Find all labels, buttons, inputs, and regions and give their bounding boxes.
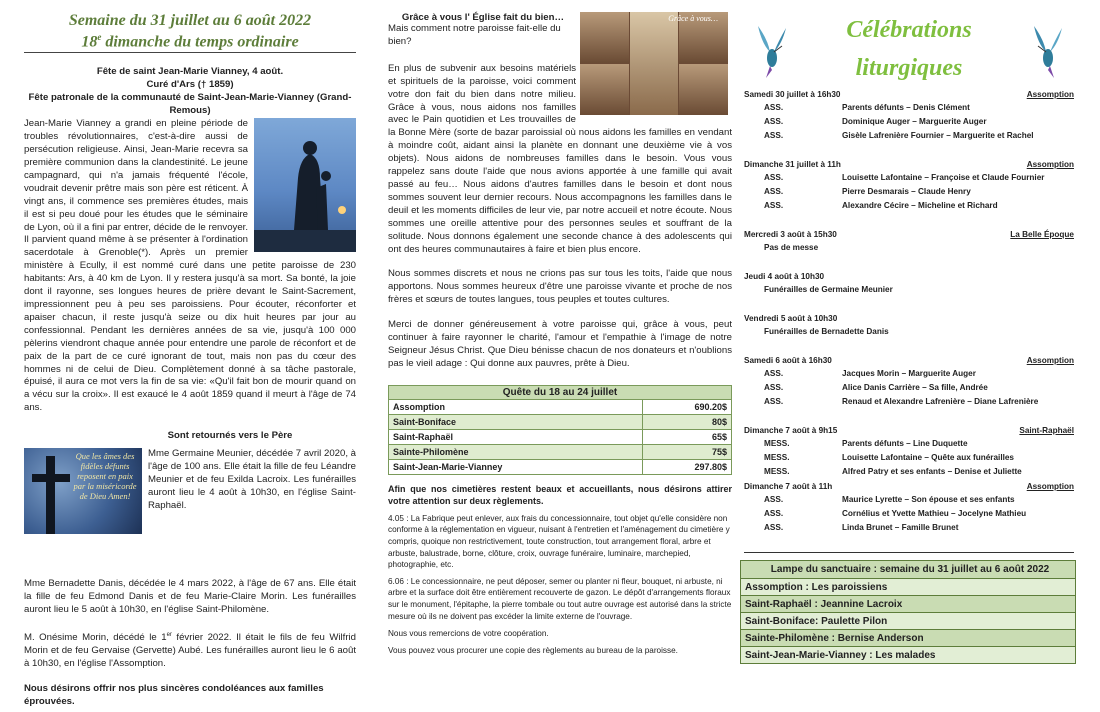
mass-church-code: ASS.	[764, 509, 784, 518]
table-row	[389, 414, 732, 429]
feast-block	[24, 65, 356, 117]
mass-date-row	[744, 160, 1074, 173]
mass-intention: Alfred Patry et ses enfants – Denise et Juliette	[842, 467, 1022, 476]
mass-intention-row	[744, 117, 1074, 131]
collection-amount: 75$	[643, 444, 732, 459]
bio-block	[24, 118, 356, 415]
church-photo-collage	[580, 12, 728, 115]
mass-intention-row	[744, 201, 1074, 215]
mass-intention-row	[744, 523, 1074, 537]
celebrations-subtitle: liturgiques	[855, 55, 963, 81]
deaths-title: Sont retournés vers le Père	[167, 430, 293, 442]
sunday-number: 18	[81, 33, 98, 51]
mass-date: Jeudi 4 août à 10h30	[744, 272, 825, 281]
death-1-text: Mme Germaine Meunier, décédée 7 avril 2020, à l'âge de 100 ans. Elle était la fille de feu Léandre Meunier et de feu Exilda Lacroix. Les funérailles auront lieu le 4 août à 10h30, en l'église Saint-Raphaël.	[148, 448, 356, 511]
church-photo-3	[580, 64, 629, 115]
mass-block	[744, 314, 1074, 341]
mass-block	[744, 272, 1074, 299]
mass-block	[744, 160, 1074, 215]
mass-church-code: ASS.	[764, 495, 784, 504]
cemetery-rule-606: 6.06 : Le concessionnaire, ne peut déposer, semer ou planter ni fleur, bouquet, ni arbuste, ni arbre et la surface doit être entièrement recouverte de gazon. Le dépôt d'arrangements floraux sur le monument, l'épitaphe, la pierre tombale ou tout autre ouvrage est autorisé dans la stricte mesure où ils ne doivent pas excéder la limite externe de l'ouvrage.	[388, 576, 732, 621]
good-deeds-title: Grâce à vous l' Église fait du bien…	[401, 12, 565, 23]
mass-intention-row	[744, 173, 1074, 187]
mass-date: Samedi 30 juillet à 16h30	[744, 90, 841, 99]
collection-table	[388, 385, 732, 475]
mass-intention-row	[744, 285, 1074, 299]
mass-intention	[889, 327, 1074, 341]
good-deeds-paragraph-3: Merci de donner généreusement à votre paroisse qui, grâce à vous, peut continuer à faire rayonner le charité, l'amour et l'empathie à l'image de notre Seigneur Jésus Christ. Que Dieu bénisse chacun de nos donateurs et n'oublions pas le vieil adage : Qui donne aux pauvres, prête à Dieu.	[388, 319, 732, 369]
mass-intention: Parents défunts – Line Duquette	[842, 439, 968, 448]
table-row	[389, 429, 732, 444]
mass-church-code: ASS.	[764, 383, 784, 392]
mass-intention: Parents défunts – Denis Clément	[842, 103, 970, 112]
feast-line-1: Fête de saint Jean-Marie Vianney, 4 août.	[96, 66, 284, 78]
death-3-text	[24, 629, 356, 671]
mass-intention: Cornélius et Yvette Mathieu – Jocelyne Mathieu	[842, 509, 1027, 518]
lamp-title: Lampe du sanctuaire : semaine du 31 juillet au 6 août 2022	[741, 561, 1075, 578]
collection-title: Quête du 18 au 24 juillet	[389, 385, 732, 399]
mass-church-code: ASS.	[764, 523, 784, 532]
mass-date: Vendredi 5 août à 10h30	[744, 314, 838, 323]
mass-church-code: ASS.	[764, 117, 784, 126]
collection-amount: 65$	[643, 429, 732, 444]
church-photo-caption: Grâce à vous…	[668, 14, 718, 23]
mass-intention-row	[744, 327, 1074, 341]
mass-intention-row	[744, 243, 1074, 257]
mass-intention	[818, 243, 1074, 257]
death-1-block	[24, 448, 356, 513]
mass-block	[744, 90, 1074, 145]
death-3-sup: er	[166, 631, 172, 638]
cemetery-thanks: Nous vous remercions de votre coopération.	[388, 629, 549, 639]
cemetery-title: Afin que nos cimetières restent beaux et accueillants, nous désirons attirer votre attention sur deux règlements.	[388, 483, 732, 506]
mass-church-code: Pas de messe	[764, 243, 819, 252]
death-3-part-a: M. Onésime Morin, décédé le 1	[24, 632, 167, 644]
mass-intention: Louisette Lafontaine – Quête aux funérailles	[842, 453, 1014, 462]
cemetery-rule-405: 4.05 : La Fabrique peut enlever, aux frais du concessionnaire, tout objet qu'elle considère non conforme à la réglementation en vigueur, nuisant à l'entretien et l'aménagement du cimetière y compris, quoique non restrictivement, toute construction, tout arrangement floral, arbre et arbuste, balustrade, borne, clôture, croix, ouvrage funéraire, luminaire, marchepied, photographie, etc.	[388, 513, 730, 570]
mass-intention	[893, 285, 1074, 299]
cross-image	[24, 448, 142, 534]
feast-line-2: Curé d'Ars († 1859)	[146, 79, 234, 91]
week-header	[24, 12, 356, 50]
cemetery-copy: Vous pouvez vous procurer une copie des règlements au bureau de la paroisse.	[388, 645, 678, 655]
sanctuary-lamp-table	[740, 560, 1076, 664]
mass-intention-row	[744, 369, 1074, 383]
mass-date-row	[744, 90, 1074, 103]
lamp-row: Assomption : Les paroissiens	[741, 578, 1075, 595]
mass-location: Assomption	[1026, 90, 1074, 99]
header-divider	[24, 52, 356, 53]
mass-church-code: ASS.	[764, 369, 784, 378]
collection-place: Sainte-Philomène	[389, 444, 643, 459]
mass-church-code: MESS.	[764, 453, 790, 462]
mass-date-row	[744, 272, 1074, 285]
collection-place: Saint-Boniface	[389, 414, 643, 429]
mass-date-row	[744, 230, 1074, 243]
mass-church-code: MESS.	[764, 467, 790, 476]
mass-block	[744, 482, 1074, 537]
lamp-row: Saint-Jean-Marie-Vianney : Les malades	[741, 646, 1075, 663]
statue-silhouette-icon	[254, 118, 356, 252]
mass-intention: Louisette Lafontaine – Françoise et Claude Fournier	[842, 173, 1045, 182]
cross-caption: Que les âmes des fidèles défunts reposent en paix par la miséricorde de Dieu Amen!	[73, 451, 137, 502]
mass-church-code: Funérailles de Bernadette Danis	[764, 327, 889, 336]
church-photo-4	[679, 64, 728, 115]
mass-intention: Jacques Morin – Marguerite Auger	[842, 369, 976, 378]
mass-intention: Maurice Lyrette – Son épouse et ses enfants	[842, 495, 1015, 504]
week-title: Semaine du 31 juillet au 6 août 2022	[68, 12, 312, 29]
mass-church-code: ASS.	[764, 187, 784, 196]
collection-place: Saint-Raphaël	[389, 429, 643, 444]
mass-location: Assomption	[1026, 160, 1074, 169]
celebrations-title: Célébrations	[846, 17, 972, 43]
mass-location: Saint-Raphaël	[1019, 426, 1074, 435]
schedule-divider	[744, 552, 1074, 553]
mass-block	[744, 426, 1074, 481]
mass-church-code: ASS.	[764, 131, 784, 140]
mass-intention: Alexandre Cécire – Micheline et Richard	[842, 201, 998, 210]
sunday-sup: e	[97, 32, 102, 42]
mass-block	[744, 356, 1074, 411]
feast-line-3: Fête patronale de la communauté de Saint-Jean-Marie-Vianney (Grand-Remous)	[28, 92, 352, 117]
mass-date: Dimanche 31 juillet à 11h	[744, 160, 841, 169]
collection-place: Saint-Jean-Marie-Vianney	[389, 459, 643, 474]
mass-intention: Linda Brunet – Famille Brunet	[842, 523, 959, 532]
table-row	[389, 399, 732, 414]
mass-intention-row	[744, 103, 1074, 117]
column-middle	[388, 0, 732, 656]
bio-text: Jean-Marie Vianney a grandi en pleine période de troubles révolutionnaires, c'est-à-dire aussi de persécution religieuse. Ainsi, Jean-Marie recevra sa première communion dans la clandestinité. Le jeune campagnard, qui n'a jamais fréquenté l'école, voudrait devenir prêtre mais son père est réticent. À vingt ans, il commence ses premières études, mais il est si peu doué pour les études que le séminaire de Lyon, où il a fini par entrer, décide de le renvoyer. Il parvient quand même à se présenter à l'ordination sacerdotale à Grenoble(*). Après un premier ministère à Ecully, il est nommé curé dans une petite paroisse de 230 habitants: Ars, à 40 km de Lyon. Il y restera jusqu'à sa mort. Sa bonté, la joie dont il rayonne, ses longues heures de prière devant le Saint-Sacrement, impressionnent peu à peu ses paroissiens. Pour écouter, réconforter et apaiser chacun, il reste jusqu'à seize ou dix huit heures par jour au confessionnal. Pendant les dernières années de sa vie, jusqu'à 100 000 pèlerins viendront chaque année pour entendre une parole de réconfort et de paix de la part de ce curé ignorant de tout, mais non pas du cœur des hommes ni de celui de Dieu. Complètement donné à sa tâche pastorale, épuisé, il aura ce mot vers la fin de sa vie: «Qu'il fait bon de mourir quand on a vécu sur la croix». Il est exaucé le 4 août 1859 quand il meurt à l'âge de 74 ans.	[24, 118, 356, 414]
mass-date: Dimanche 7 août à 11h	[744, 482, 833, 491]
mass-location: La Belle Époque	[1010, 230, 1074, 239]
good-deeds-paragraph-1: En plus de subvenir aux besoins matériels et spirituels de la paroisse, voici comment votre don fait du bien dans notre milieu. Grâce à vous, nous aidons nos familles avec le Pain quotidien et Les trouvailles de la Bonne Mère (sorte de bazar paroissial où nous aidons les familles en vendant à moindre coût, aidant ainsi la planète en donnant une deuxième vie à vos objets). Nous aidons de nombreuses familles dans le besoin. Vous vous rappelez sans doute l'aide que nous avions apportée à une famille qui avait passé au feu… Nous aidons d'autres familles dans le besoin et dont nous sommes souvent leur dernier recours. Nous accompagnons les familles dans le deuil et les moments difficiles de leur vie, par notre accueil et notre écoute. Nous sommes une oreille attentive pour des personnes seules et souffrant de la solitude. Nous donnons également une seconde chance à des adolescents qui ont des heures communautaires à faire et bien plus encore.	[388, 62, 732, 255]
mass-location: Assomption	[1026, 356, 1074, 365]
mass-church-code: MESS.	[764, 439, 790, 448]
mass-church-code: Funérailles de Germaine Meunier	[764, 285, 893, 294]
lamp-row: Saint-Boniface: Paulette Pilon	[741, 612, 1075, 629]
mass-church-code: ASS.	[764, 173, 784, 182]
mass-date-row	[744, 426, 1074, 439]
death-3-part-b: février 2022. Il était le fils de feu Wilfrid Morin et de feu Gervaise (Gervette) Aubé. Les funérailles auront lieu le 6 août à 10h30, en l'église l'Assomption.	[24, 632, 356, 669]
saint-vianney-photo	[254, 118, 356, 252]
mass-date-row	[744, 356, 1074, 369]
mass-intention: Gisèle Lafrenière Fournier – Marguerite et Rachel	[842, 131, 1034, 140]
mass-intention: Pierre Desmarais – Claude Henry	[842, 187, 971, 196]
column-left	[24, 0, 356, 709]
mass-date: Dimanche 7 août à 9h15	[744, 426, 838, 435]
mass-church-code: ASS.	[764, 397, 784, 406]
mass-intention-row	[744, 495, 1074, 509]
hummingbird-left-icon	[752, 22, 792, 82]
mass-date-row	[744, 314, 1074, 327]
collection-place: Assomption	[389, 399, 643, 414]
mass-intention-row	[744, 439, 1074, 453]
sunday-title	[24, 29, 356, 50]
good-deeds-intro: Mais comment notre paroisse fait-elle du bien?	[388, 23, 561, 47]
mass-intention-row	[744, 187, 1074, 201]
mass-intention: Renaud et Alexandre Lafrenière – Diane Lafrenière	[842, 397, 1039, 406]
mass-intention-row	[744, 131, 1074, 145]
mass-block	[744, 230, 1074, 257]
condolences-text: Nous désirons offrir nos plus sincères condoléances aux familles éprouvées.	[24, 682, 324, 707]
mass-intention-row	[744, 467, 1074, 481]
mass-date: Samedi 6 août à 16h30	[744, 356, 832, 365]
mass-intention-row	[744, 383, 1074, 397]
hummingbird-right-icon	[1028, 22, 1068, 82]
mass-intention: Alice Danis Carrière – Sa fille, Andrée	[842, 383, 988, 392]
church-photo-1	[580, 12, 629, 63]
mass-intention-row	[744, 509, 1074, 523]
lamp-row: Sainte-Philomène : Bernise Anderson	[741, 629, 1075, 646]
table-row	[389, 459, 732, 474]
mass-location: Assomption	[1026, 482, 1074, 491]
death-2-text: Mme Bernadette Danis, décédée le 4 mars 2022, à l'âge de 67 ans. Elle était la fille de feu Edmond Danis et de feu Marie-Claire Morin. Les funérailles auront lieu le 5 août à 10h30, en l'église Saint-Philomène.	[24, 578, 356, 615]
mass-date-row	[744, 482, 1074, 495]
mass-date: Mercredi 3 août à 15h30	[744, 230, 837, 239]
good-deeds-paragraph-2: Nous sommes discrets et nous ne crions pas sur tous les toits, l'aide que nous apportons. Nous sommes heureux d'être une paroisse vivante et proche de nos frères et sœurs de toutes langues, tous peuples et toutes cultures.	[388, 268, 732, 306]
lamp-row: Saint-Raphaël : Jeannine Lacroix	[741, 595, 1075, 612]
mass-intention-row	[744, 397, 1074, 411]
sunday-label: dimanche du temps ordinaire	[101, 33, 299, 51]
collection-amount: 690.20$	[643, 399, 732, 414]
table-row	[389, 444, 732, 459]
mass-intention: Dominique Auger – Marguerite Auger	[842, 117, 987, 126]
collection-amount: 297.80$	[643, 459, 732, 474]
collection-amount: 80$	[643, 414, 732, 429]
church-photo-main	[630, 12, 679, 115]
mass-church-code: ASS.	[764, 201, 784, 210]
mass-intention-row	[744, 453, 1074, 467]
mass-church-code: ASS.	[764, 103, 784, 112]
